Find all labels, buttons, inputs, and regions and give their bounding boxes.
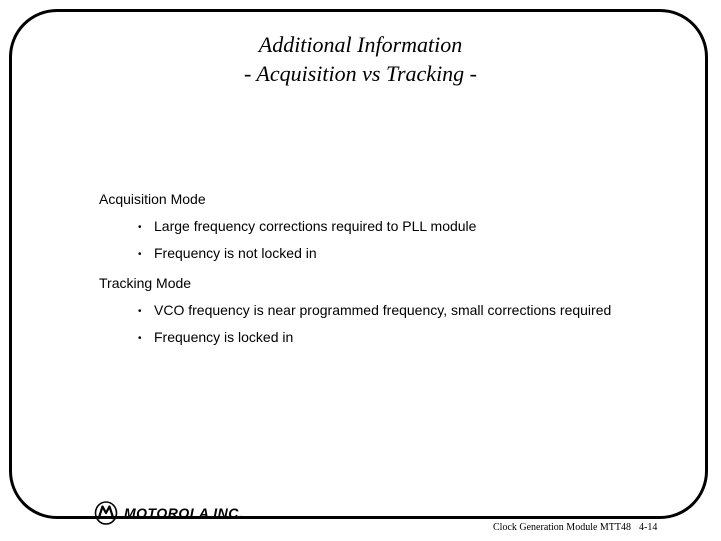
bullet-text: Large frequency corrections required to PLL module xyxy=(154,218,477,234)
bullet-text: Frequency is not locked in xyxy=(154,245,317,261)
motorola-logo xyxy=(94,500,243,526)
list-item xyxy=(138,329,293,345)
motorola-batwing-icon xyxy=(94,501,118,525)
list-item xyxy=(138,302,611,318)
bullet-icon: • xyxy=(138,249,142,260)
logo-text: MOTOROLA INC. xyxy=(124,505,244,521)
bullet-text: Frequency is locked in xyxy=(154,329,294,345)
footer-module-name: Clock Generation Module MTT48 xyxy=(493,522,632,533)
section-heading-acquisition: Acquisition Mode xyxy=(99,191,206,207)
bullet-icon: • xyxy=(138,222,142,233)
bullet-icon: • xyxy=(138,333,142,344)
slide-subtitle: - Acquisition vs Tracking - xyxy=(243,61,478,86)
bullet-text: VCO frequency is near programmed frequency, small corrections required xyxy=(154,302,612,318)
slide-title: Additional Information xyxy=(258,32,463,57)
bullet-icon: • xyxy=(138,306,142,317)
section-heading-tracking: Tracking Mode xyxy=(99,275,192,291)
footer-page-number: 4-14 xyxy=(639,522,658,533)
list-item xyxy=(138,245,317,261)
list-item xyxy=(138,218,476,234)
